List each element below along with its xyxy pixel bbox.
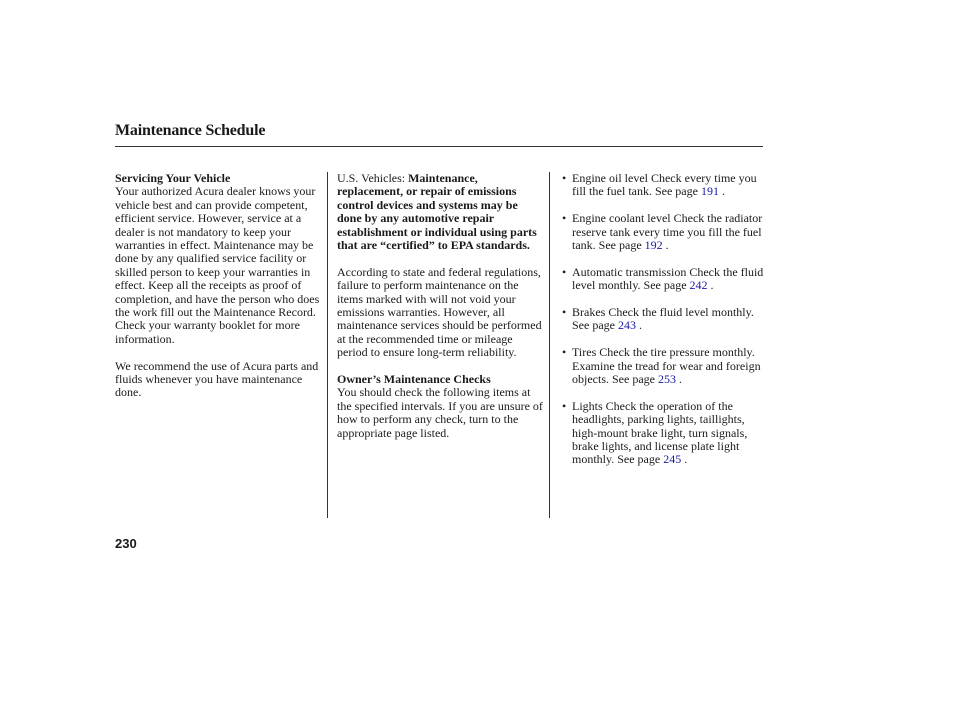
regulations-paragraph: According to state and federal regulations, failure to perform maintenance on the items marked with will not void your emissions warranties. However, all maintenance services should be performed at the recommended time or mileage period to ensure long-term reliability. bbox=[337, 264, 542, 360]
bullet-icon: • bbox=[562, 305, 567, 320]
list-item-brakes: • Brakes Check the fluid level monthly. See page 243 . bbox=[562, 305, 754, 333]
page-link[interactable]: 191 bbox=[700, 184, 719, 199]
list-item-engine-oil: • Engine oil level Check every time you fill the fuel tank. See page 191 . bbox=[562, 171, 757, 199]
page-link[interactable]: 245 bbox=[663, 452, 682, 467]
column-checks bbox=[562, 172, 767, 480]
page-link[interactable]: 253 bbox=[657, 372, 676, 387]
bullet-icon: • bbox=[562, 398, 567, 413]
list-item-tires: • Tires Check the tire pressure monthly. Examine the tread for wear and foreign objects. See page 253 . bbox=[562, 345, 761, 387]
bullet-icon: • bbox=[562, 211, 567, 226]
bullet-icon: • bbox=[562, 345, 567, 360]
bullet-icon: • bbox=[562, 264, 567, 279]
page-link[interactable]: 192 bbox=[644, 238, 663, 253]
column-emissions bbox=[337, 172, 545, 440]
column-divider bbox=[327, 172, 328, 518]
emissions-paragraph bbox=[337, 172, 545, 252]
recommend-paragraph: We recommend the use of Acura parts and fluids whenever you have maintenance done. bbox=[115, 358, 319, 400]
page-title: Maintenance Schedule bbox=[115, 122, 266, 139]
emissions-bold-text: Maintenance, replacement, or repair of emissions control devices and systems may be done by any automotive repair establishment or individual using parts that are “certified” to EPA standards. bbox=[337, 171, 537, 253]
page-number: 230 bbox=[115, 536, 137, 551]
list-item-transmission: • Automatic transmission Check the fluid level monthly. See page 242 . bbox=[562, 264, 764, 293]
us-vehicles-label: U.S. Vehicles: bbox=[337, 171, 409, 185]
servicing-paragraph: Your authorized Acura dealer knows your vehicle best and can provide competent, efficient service. However, service at a dealer is not mandatory to keep your warranties in effect. Maintenance may be done by any qualified service facility or skilled person to keep your warranties in effect. Keep all the receipts as proof of completion, and have the person who does the work fill out the Maintenance Record. Check your warranty booklet for more information. bbox=[115, 184, 320, 346]
column-divider bbox=[549, 172, 550, 518]
owners-checks-heading: Owner’s Maintenance Checks bbox=[337, 372, 491, 387]
column-servicing bbox=[115, 172, 325, 400]
page-link[interactable]: 242 bbox=[689, 278, 708, 293]
servicing-heading: Servicing Your Vehicle bbox=[115, 171, 231, 185]
list-item-lights: • Lights Check the operation of the headlights, parking lights, taillights, high-mount brake light, turn signals, brake lights, and license plate light monthly. See page 245 . bbox=[562, 398, 748, 467]
owners-checks-paragraph: You should check the following items at the specified intervals. If you are unsure of how to perform any check, turn to the appropriate page listed. bbox=[337, 385, 543, 440]
header-rule bbox=[115, 146, 763, 147]
bullet-icon: • bbox=[562, 171, 567, 185]
list-item-engine-coolant: • Engine coolant level Check the radiator reserve tank every time you fill the fuel tank. See page 192 . bbox=[562, 211, 763, 253]
page-link[interactable]: 243 bbox=[617, 318, 636, 333]
